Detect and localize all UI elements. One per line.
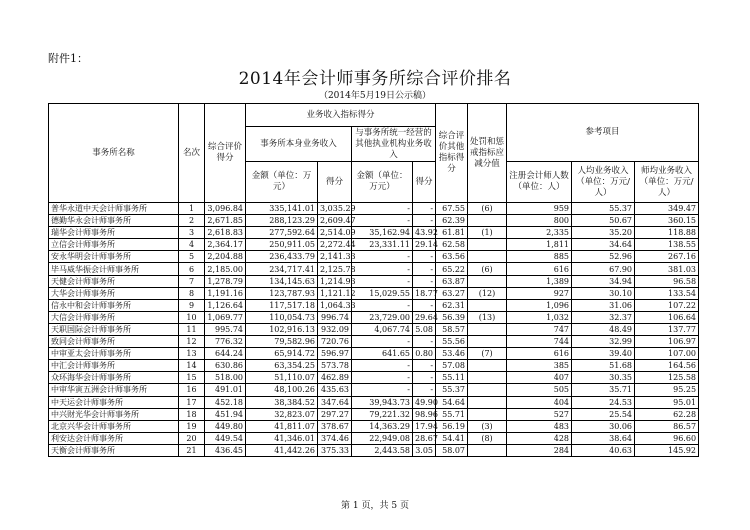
cell-per-partner: 107.22 (635, 299, 699, 311)
cell-cpa-count: 1,811 (507, 239, 572, 251)
table-row (49, 227, 699, 239)
cell-other-score: 56.19 (436, 420, 468, 432)
cell-own-points: 3,035.29 (318, 203, 352, 215)
cell-per-capita: 25.54 (572, 408, 635, 420)
header-aff-amount: 金额（单位：万元） (352, 162, 413, 203)
cell-aff-amount: - (352, 275, 413, 287)
cell-score: 518.00 (205, 372, 246, 384)
table-row (49, 299, 699, 311)
header-name: 事务所名称 (49, 104, 179, 203)
cell-own-amount: 79,582.96 (246, 336, 318, 348)
cell-per-capita: 30.06 (572, 420, 635, 432)
cell-name: 中审华寅五洲会计师事务所 (49, 384, 179, 396)
cell-rank: 20 (179, 432, 205, 444)
table-row (49, 311, 699, 323)
cell-own-points: 2,125.78 (318, 263, 352, 275)
cell-other-score: 54.41 (436, 432, 468, 444)
cell-name: 北京兴华会计师事务所 (49, 420, 179, 432)
cell-other-score: 62.39 (436, 215, 468, 227)
table-row (49, 432, 699, 444)
cell-other-score: 63.56 (436, 251, 468, 263)
cell-aff-amount: 23,331.11 (352, 239, 413, 251)
cell-cpa-count: 1,389 (507, 275, 572, 287)
cell-rank: 18 (179, 408, 205, 420)
table-row (49, 275, 699, 287)
cell-per-partner: 62.28 (635, 408, 699, 420)
table-row (49, 408, 699, 420)
table-row (49, 336, 699, 348)
cell-other-score: 61.81 (436, 227, 468, 239)
cell-cpa-count: 407 (507, 372, 572, 384)
cell-own-points: 596.97 (318, 348, 352, 360)
cell-cpa-count: 284 (507, 444, 572, 456)
cell-aff-amount: - (352, 251, 413, 263)
cell-own-amount: 32,823.07 (246, 408, 318, 420)
cell-cpa-count: 927 (507, 287, 572, 299)
cell-penalty (468, 323, 507, 335)
page-title: 2014年会计师事务所综合评价排名 (238, 69, 512, 89)
cell-aff-amount: 4,067.74 (352, 323, 413, 335)
cell-name: 毕马威华振会计师事务所 (49, 263, 179, 275)
cell-name: 信永中和会计师事务所 (49, 299, 179, 311)
cell-per-partner: 107.00 (635, 348, 699, 360)
cell-own-points: 2,141.33 (318, 251, 352, 263)
cell-own-points: 435.63 (318, 384, 352, 396)
header-other-score: 综合评价其他指标得分 (436, 104, 468, 203)
cell-rank: 9 (179, 299, 205, 311)
cell-aff-points: - (413, 360, 436, 372)
cell-own-amount: 48,100.26 (246, 384, 318, 396)
header-rank: 名次 (179, 104, 205, 203)
cell-own-amount: 250,911.05 (246, 239, 318, 251)
cell-aff-points: - (413, 215, 436, 227)
cell-aff-points: - (413, 336, 436, 348)
cell-rank: 8 (179, 287, 205, 299)
table-row (49, 263, 699, 275)
cell-aff-amount: - (352, 215, 413, 227)
cell-own-amount: 102,916.13 (246, 323, 318, 335)
table-row (49, 360, 699, 372)
cell-cpa-count: 505 (507, 384, 572, 396)
cell-penalty: (7) (468, 348, 507, 360)
cell-aff-amount: 2,443.58 (352, 444, 413, 456)
cell-aff-amount: - (352, 360, 413, 372)
cell-aff-points: 28.67 (413, 432, 436, 444)
cell-per-partner: 349.47 (635, 203, 699, 215)
cell-score: 2,364.17 (205, 239, 246, 251)
header-cpa-count: 注册会计师人数（单位：人） (507, 162, 572, 203)
page-footer: 第 1 页，共 5 页 (341, 501, 409, 511)
cell-per-capita: 24.53 (572, 396, 635, 408)
cell-rank: 2 (179, 215, 205, 227)
cell-other-score: 63.27 (436, 287, 468, 299)
cell-aff-amount: - (352, 263, 413, 275)
cell-score: 449.80 (205, 420, 246, 432)
header-own-amount: 金额（单位：万元） (246, 162, 318, 203)
cell-per-partner: 145.92 (635, 444, 699, 456)
cell-other-score: 54.64 (436, 396, 468, 408)
cell-other-score: 53.46 (436, 348, 468, 360)
cell-score: 436.45 (205, 444, 246, 456)
cell-per-partner: 133.54 (635, 287, 699, 299)
cell-name: 天健会计师事务所 (49, 275, 179, 287)
cell-aff-amount: 35,162.94 (352, 227, 413, 239)
cell-name: 中汇会计师事务所 (49, 360, 179, 372)
cell-aff-amount: 22,949.08 (352, 432, 413, 444)
cell-aff-amount: 23,729.00 (352, 311, 413, 323)
cell-aff-points: - (413, 263, 436, 275)
cell-aff-points: 18.77 (413, 287, 436, 299)
header-per-partner: 师均业务收入（单位：万元/人） (635, 162, 699, 203)
cell-per-partner: 137.77 (635, 323, 699, 335)
cell-per-capita: 38.64 (572, 432, 635, 444)
cell-other-score: 62.58 (436, 239, 468, 251)
cell-rank: 14 (179, 360, 205, 372)
cell-per-capita: 31.06 (572, 299, 635, 311)
cell-rank: 1 (179, 203, 205, 215)
cell-per-capita: 48.49 (572, 323, 635, 335)
cell-per-partner: 164.56 (635, 360, 699, 372)
cell-penalty (468, 360, 507, 372)
cell-score: 3,096.84 (205, 203, 246, 215)
cell-cpa-count: 800 (507, 215, 572, 227)
cell-aff-amount: 641.65 (352, 348, 413, 360)
cell-other-score: 55.71 (436, 408, 468, 420)
cell-per-capita: 32.99 (572, 336, 635, 348)
cell-other-score: 55.56 (436, 336, 468, 348)
cell-own-points: 932.09 (318, 323, 352, 335)
cell-penalty (468, 251, 507, 263)
cell-per-capita: 55.37 (572, 203, 635, 215)
cell-per-capita: 50.67 (572, 215, 635, 227)
cell-name: 中天运会计师事务所 (49, 396, 179, 408)
ranking-table (48, 103, 699, 457)
cell-score: 776.32 (205, 336, 246, 348)
cell-other-score: 57.08 (436, 360, 468, 372)
cell-per-capita: 51.68 (572, 360, 635, 372)
cell-own-amount: 117,517.18 (246, 299, 318, 311)
cell-per-capita: 32.37 (572, 311, 635, 323)
cell-other-score: 67.55 (436, 203, 468, 215)
header-reference: 参考项目 (507, 104, 699, 162)
cell-score: 1,069.77 (205, 311, 246, 323)
cell-own-points: 1,121.12 (318, 287, 352, 299)
cell-own-amount: 41,346.01 (246, 432, 318, 444)
table-row (49, 239, 699, 251)
cell-name: 安永华明会计师事务所 (49, 251, 179, 263)
cell-own-points: 720.76 (318, 336, 352, 348)
cell-name: 大信会计师事务所 (49, 311, 179, 323)
cell-penalty: (6) (468, 263, 507, 275)
cell-aff-points: 49.90 (413, 396, 436, 408)
cell-name: 天职国际会计师事务所 (49, 323, 179, 335)
cell-per-partner: 106.64 (635, 311, 699, 323)
cell-own-points: 1,064.33 (318, 299, 352, 311)
cell-score: 630.86 (205, 360, 246, 372)
cell-penalty: (8) (468, 432, 507, 444)
cell-cpa-count: 527 (507, 408, 572, 420)
cell-score: 451.94 (205, 408, 246, 420)
cell-rank: 19 (179, 420, 205, 432)
cell-own-points: 996.74 (318, 311, 352, 323)
cell-own-amount: 41,811.07 (246, 420, 318, 432)
cell-penalty: (6) (468, 203, 507, 215)
cell-per-partner: 138.55 (635, 239, 699, 251)
cell-score: 449.54 (205, 432, 246, 444)
cell-other-score: 55.11 (436, 372, 468, 384)
table-row (49, 396, 699, 408)
cell-aff-points: 17.94 (413, 420, 436, 432)
cell-name: 德勤华永会计师事务所 (49, 215, 179, 227)
cell-cpa-count: 2,335 (507, 227, 572, 239)
cell-score: 644.24 (205, 348, 246, 360)
cell-per-capita: 67.90 (572, 263, 635, 275)
cell-other-score: 56.39 (436, 311, 468, 323)
header-affiliated-income: 与事务所统一经营的其他执业机构业务收入 (352, 127, 436, 162)
cell-per-partner: 95.01 (635, 396, 699, 408)
cell-own-amount: 288,123.29 (246, 215, 318, 227)
table-row (49, 372, 699, 384)
page-subtitle: （2014年5月19日公示稿） (318, 91, 432, 101)
cell-name: 天衡会计师事务所 (49, 444, 179, 456)
cell-per-partner: 106.97 (635, 336, 699, 348)
cell-rank: 12 (179, 336, 205, 348)
cell-per-capita: 34.64 (572, 239, 635, 251)
cell-own-amount: 63,354.25 (246, 360, 318, 372)
cell-per-partner: 125.58 (635, 372, 699, 384)
cell-rank: 7 (179, 275, 205, 287)
cell-score: 995.74 (205, 323, 246, 335)
cell-cpa-count: 483 (507, 420, 572, 432)
cell-aff-amount: - (352, 372, 413, 384)
cell-rank: 13 (179, 348, 205, 360)
cell-own-amount: 277,592.64 (246, 227, 318, 239)
cell-own-amount: 38,384.52 (246, 396, 318, 408)
cell-penalty (468, 299, 507, 311)
cell-score: 2,204.88 (205, 251, 246, 263)
cell-cpa-count: 385 (507, 360, 572, 372)
cell-own-points: 1,214.93 (318, 275, 352, 287)
cell-per-partner: 267.16 (635, 251, 699, 263)
cell-per-partner: 86.57 (635, 420, 699, 432)
cell-own-points: 347.64 (318, 396, 352, 408)
cell-penalty: (12) (468, 287, 507, 299)
cell-penalty: (1) (468, 227, 507, 239)
cell-name: 立信会计师事务所 (49, 239, 179, 251)
cell-penalty (468, 396, 507, 408)
cell-per-capita: 52.96 (572, 251, 635, 263)
cell-aff-amount: 79,221.32 (352, 408, 413, 420)
cell-rank: 11 (179, 323, 205, 335)
cell-other-score: 63.87 (436, 275, 468, 287)
cell-penalty (468, 384, 507, 396)
cell-aff-amount: - (352, 384, 413, 396)
cell-aff-points: 29.64 (413, 311, 436, 323)
cell-cpa-count: 428 (507, 432, 572, 444)
cell-aff-points: 98.96 (413, 408, 436, 420)
cell-other-score: 55.37 (436, 384, 468, 396)
cell-cpa-count: 747 (507, 323, 572, 335)
cell-name: 中兴财光华会计师事务所 (49, 408, 179, 420)
cell-per-capita: 40.63 (572, 444, 635, 456)
cell-name: 致同会计师事务所 (49, 336, 179, 348)
cell-rank: 10 (179, 311, 205, 323)
cell-own-points: 2,514.09 (318, 227, 352, 239)
cell-name: 大华会计师事务所 (49, 287, 179, 299)
cell-aff-amount: - (352, 203, 413, 215)
cell-aff-points: - (413, 251, 436, 263)
header-penalty: 处罚和惩戒指标应减分值 (468, 104, 507, 203)
cell-per-capita: 35.20 (572, 227, 635, 239)
cell-rank: 21 (179, 444, 205, 456)
cell-penalty (468, 215, 507, 227)
cell-penalty (468, 372, 507, 384)
cell-own-amount: 134,145.63 (246, 275, 318, 287)
table-row (49, 323, 699, 335)
table-row (49, 384, 699, 396)
cell-own-amount: 335,141.01 (246, 203, 318, 215)
cell-score: 2,671.85 (205, 215, 246, 227)
cell-score: 1,191.16 (205, 287, 246, 299)
cell-cpa-count: 404 (507, 396, 572, 408)
cell-aff-points: - (413, 275, 436, 287)
cell-per-partner: 96.58 (635, 275, 699, 287)
cell-score: 2,185.00 (205, 263, 246, 275)
cell-own-points: 374.46 (318, 432, 352, 444)
cell-per-partner: 381.03 (635, 263, 699, 275)
cell-cpa-count: 1,096 (507, 299, 572, 311)
cell-own-amount: 123,787.93 (246, 287, 318, 299)
cell-aff-amount: 39,943.73 (352, 396, 413, 408)
cell-rank: 3 (179, 227, 205, 239)
cell-aff-amount: 14,363.29 (352, 420, 413, 432)
cell-rank: 17 (179, 396, 205, 408)
cell-rank: 16 (179, 384, 205, 396)
cell-rank: 5 (179, 251, 205, 263)
table-row (49, 251, 699, 263)
cell-penalty: (13) (468, 311, 507, 323)
cell-aff-points: 0.80 (413, 348, 436, 360)
cell-cpa-count: 744 (507, 336, 572, 348)
cell-own-amount: 51,110.07 (246, 372, 318, 384)
header-income-group: 业务收入指标得分 (246, 104, 436, 127)
cell-per-partner: 118.88 (635, 227, 699, 239)
cell-penalty (468, 239, 507, 251)
cell-penalty: (3) (468, 420, 507, 432)
header-aff-points: 得分 (413, 162, 436, 203)
cell-penalty (468, 336, 507, 348)
cell-own-points: 2,609.47 (318, 215, 352, 227)
cell-score: 491.01 (205, 384, 246, 396)
cell-other-score: 58.07 (436, 444, 468, 456)
cell-aff-points: 5.08 (413, 323, 436, 335)
cell-score: 1,278.79 (205, 275, 246, 287)
cell-per-capita: 39.40 (572, 348, 635, 360)
cell-score: 452.18 (205, 396, 246, 408)
cell-per-capita: 30.10 (572, 287, 635, 299)
cell-name: 众环海华会计师事务所 (49, 372, 179, 384)
cell-rank: 4 (179, 239, 205, 251)
table-row (49, 215, 699, 227)
cell-aff-points: - (413, 384, 436, 396)
cell-own-points: 462.89 (318, 372, 352, 384)
cell-per-partner: 360.15 (635, 215, 699, 227)
cell-own-amount: 65,914.72 (246, 348, 318, 360)
cell-aff-points: - (413, 372, 436, 384)
cell-cpa-count: 1,032 (507, 311, 572, 323)
cell-other-score: 58.57 (436, 323, 468, 335)
cell-aff-amount: - (352, 336, 413, 348)
cell-aff-points: 29.14 (413, 239, 436, 251)
cell-per-partner: 95.25 (635, 384, 699, 396)
cell-penalty (468, 408, 507, 420)
cell-own-amount: 110,054.73 (246, 311, 318, 323)
cell-aff-amount: 15,029.55 (352, 287, 413, 299)
cell-own-points: 2,272.44 (318, 239, 352, 251)
table-row (49, 203, 699, 215)
ranking-table-body (49, 203, 699, 457)
cell-rank: 6 (179, 263, 205, 275)
cell-own-amount: 234,717.41 (246, 263, 318, 275)
cell-cpa-count: 885 (507, 251, 572, 263)
annex-label: 附件1： (48, 52, 88, 65)
cell-penalty (468, 275, 507, 287)
header-own-income: 事务所本身业务收入 (246, 127, 352, 162)
table-row (49, 444, 699, 456)
table-row (49, 348, 699, 360)
header-per-capita: 人均业务收入（单位：万元/人） (572, 162, 635, 203)
cell-own-points: 375.33 (318, 444, 352, 456)
cell-name: 利安达会计师事务所 (49, 432, 179, 444)
cell-aff-amount: - (352, 299, 413, 311)
cell-name: 瑞华会计师事务所 (49, 227, 179, 239)
cell-per-capita: 34.94 (572, 275, 635, 287)
cell-penalty (468, 444, 507, 456)
cell-own-amount: 41,442.26 (246, 444, 318, 456)
cell-name: 普华永道中天会计师事务所 (49, 203, 179, 215)
cell-aff-points: - (413, 299, 436, 311)
cell-per-partner: 96.60 (635, 432, 699, 444)
cell-aff-points: 43.92 (413, 227, 436, 239)
cell-own-amount: 236,433.79 (246, 251, 318, 263)
cell-per-capita: 30.35 (572, 372, 635, 384)
cell-cpa-count: 616 (507, 348, 572, 360)
cell-own-points: 378.67 (318, 420, 352, 432)
table-row (49, 287, 699, 299)
cell-score: 2,618.83 (205, 227, 246, 239)
cell-cpa-count: 616 (507, 263, 572, 275)
cell-per-capita: 35.71 (572, 384, 635, 396)
cell-own-points: 573.78 (318, 360, 352, 372)
header-score: 综合评价得分 (205, 104, 246, 203)
cell-cpa-count: 959 (507, 203, 572, 215)
cell-aff-points: - (413, 203, 436, 215)
cell-aff-points: 3.05 (413, 444, 436, 456)
cell-rank: 15 (179, 372, 205, 384)
cell-score: 1,126.64 (205, 299, 246, 311)
cell-own-points: 297.27 (318, 408, 352, 420)
cell-other-score: 65.22 (436, 263, 468, 275)
cell-other-score: 62.31 (436, 299, 468, 311)
header-own-points: 得分 (318, 162, 352, 203)
table-row (49, 420, 699, 432)
cell-name: 中审亚太会计师事务所 (49, 348, 179, 360)
